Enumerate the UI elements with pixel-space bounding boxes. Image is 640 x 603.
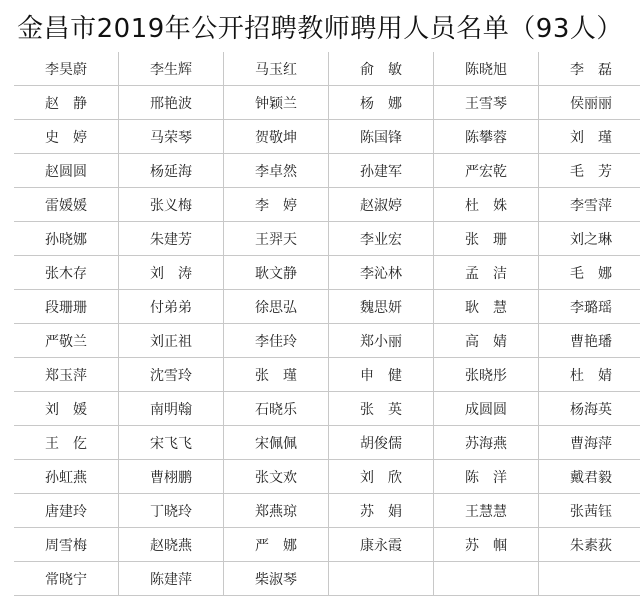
name-cell: 侯丽丽 (539, 86, 640, 120)
name-cell: 严宏乾 (434, 154, 539, 188)
name-cell: 李沁林 (329, 256, 434, 290)
name-cell: 张茜钰 (539, 494, 640, 528)
name-cell: 张 珊 (434, 222, 539, 256)
name-cell: 赵 静 (14, 86, 119, 120)
name-cell: 赵淑婷 (329, 188, 434, 222)
name-cell: 李佳玲 (224, 324, 329, 358)
name-cell: 常晓宁 (14, 562, 119, 596)
table-row (14, 392, 640, 426)
name-cell: 李雪萍 (539, 188, 640, 222)
name-cell: 陈建萍 (119, 562, 224, 596)
name-cell: 毛 娜 (539, 256, 640, 290)
name-cell: 刘 涛 (119, 256, 224, 290)
name-cell: 徐思弘 (224, 290, 329, 324)
name-cell: 苏 娟 (329, 494, 434, 528)
name-cell: 刘 媛 (14, 392, 119, 426)
name-cell: 李生辉 (119, 52, 224, 86)
name-cell: 杨海英 (539, 392, 640, 426)
name-cell: 宋佩佩 (224, 426, 329, 460)
table-row (14, 52, 640, 86)
name-cell: 孟 洁 (434, 256, 539, 290)
name-cell: 付弟弟 (119, 290, 224, 324)
name-cell: 严敬兰 (14, 324, 119, 358)
table-row (14, 426, 640, 460)
name-cell: 张 瑾 (224, 358, 329, 392)
name-cell: 石晓乐 (224, 392, 329, 426)
name-cell: 张义梅 (119, 188, 224, 222)
name-cell (329, 562, 434, 596)
name-cell: 朱素荻 (539, 528, 640, 562)
name-cell: 段珊珊 (14, 290, 119, 324)
name-cell: 刘 瑾 (539, 120, 640, 154)
roster-table-body (14, 52, 640, 596)
name-cell: 魏思妍 (329, 290, 434, 324)
name-cell: 申 健 (329, 358, 434, 392)
name-cell: 严 娜 (224, 528, 329, 562)
name-cell: 王慧慧 (434, 494, 539, 528)
table-row (14, 494, 640, 528)
table-row (14, 256, 640, 290)
name-cell: 胡俊儒 (329, 426, 434, 460)
name-cell: 毛 芳 (539, 154, 640, 188)
name-cell: 陈晓旭 (434, 52, 539, 86)
name-cell: 邢艳波 (119, 86, 224, 120)
name-cell: 马玉红 (224, 52, 329, 86)
name-cell: 李昊蔚 (14, 52, 119, 86)
page-title: 金昌市2019年公开招聘教师聘用人员名单（93人） (17, 13, 623, 44)
name-cell: 曹艳璠 (539, 324, 640, 358)
name-cell: 刘 欣 (329, 460, 434, 494)
table-row (14, 222, 640, 256)
name-cell: 孙建军 (329, 154, 434, 188)
name-cell: 李璐瑶 (539, 290, 640, 324)
name-cell: 王雪琴 (434, 86, 539, 120)
name-cell: 耿 慧 (434, 290, 539, 324)
name-cell: 赵晓燕 (119, 528, 224, 562)
name-cell: 戴君毅 (539, 460, 640, 494)
name-cell: 史 婷 (14, 120, 119, 154)
name-cell: 苏 帼 (434, 528, 539, 562)
name-cell: 赵圆圆 (14, 154, 119, 188)
name-cell: 陈国锋 (329, 120, 434, 154)
name-cell: 马荣琴 (119, 120, 224, 154)
name-cell: 曹海萍 (539, 426, 640, 460)
name-cell: 陈 洋 (434, 460, 539, 494)
name-cell: 孙虹燕 (14, 460, 119, 494)
table-row (14, 460, 640, 494)
name-cell (434, 562, 539, 596)
name-cell: 陈攀蓉 (434, 120, 539, 154)
name-cell: 朱建芳 (119, 222, 224, 256)
name-cell: 杜 婧 (539, 358, 640, 392)
name-cell: 杨 娜 (329, 86, 434, 120)
table-row (14, 154, 640, 188)
name-cell: 柴淑琴 (224, 562, 329, 596)
name-cell: 唐建玲 (14, 494, 119, 528)
name-cell: 李卓然 (224, 154, 329, 188)
name-cell: 张 英 (329, 392, 434, 426)
name-cell: 丁晓玲 (119, 494, 224, 528)
name-cell: 成圆圆 (434, 392, 539, 426)
name-cell: 贺敬坤 (224, 120, 329, 154)
name-cell: 郑小丽 (329, 324, 434, 358)
name-cell (539, 562, 640, 596)
name-cell: 高 婧 (434, 324, 539, 358)
name-cell: 李业宏 (329, 222, 434, 256)
table-row (14, 290, 640, 324)
name-cell: 杨延海 (119, 154, 224, 188)
name-cell: 南明翰 (119, 392, 224, 426)
table-row (14, 562, 640, 596)
name-cell: 钟颖兰 (224, 86, 329, 120)
name-cell: 张文欢 (224, 460, 329, 494)
name-cell: 曹栩鹏 (119, 460, 224, 494)
name-cell: 雷媛媛 (14, 188, 119, 222)
name-cell: 李 婷 (224, 188, 329, 222)
name-cell: 沈雪玲 (119, 358, 224, 392)
table-row (14, 528, 640, 562)
name-cell: 孙晓娜 (14, 222, 119, 256)
table-row (14, 324, 640, 358)
table-row (14, 188, 640, 222)
name-cell: 王羿天 (224, 222, 329, 256)
name-cell: 刘正祖 (119, 324, 224, 358)
name-cell: 杜 姝 (434, 188, 539, 222)
name-cell: 王 仡 (14, 426, 119, 460)
name-cell: 宋飞飞 (119, 426, 224, 460)
roster-table (14, 52, 640, 596)
table-row (14, 86, 640, 120)
name-cell: 俞 敏 (329, 52, 434, 86)
name-cell: 刘之琳 (539, 222, 640, 256)
name-cell: 耿文静 (224, 256, 329, 290)
name-cell: 张晓彤 (434, 358, 539, 392)
name-cell: 郑燕琼 (224, 494, 329, 528)
table-row (14, 120, 640, 154)
table-row (14, 358, 640, 392)
name-cell: 苏海燕 (434, 426, 539, 460)
name-cell: 张木存 (14, 256, 119, 290)
name-cell: 李 磊 (539, 52, 640, 86)
name-cell: 郑玉萍 (14, 358, 119, 392)
name-cell: 周雪梅 (14, 528, 119, 562)
name-cell: 康永霞 (329, 528, 434, 562)
